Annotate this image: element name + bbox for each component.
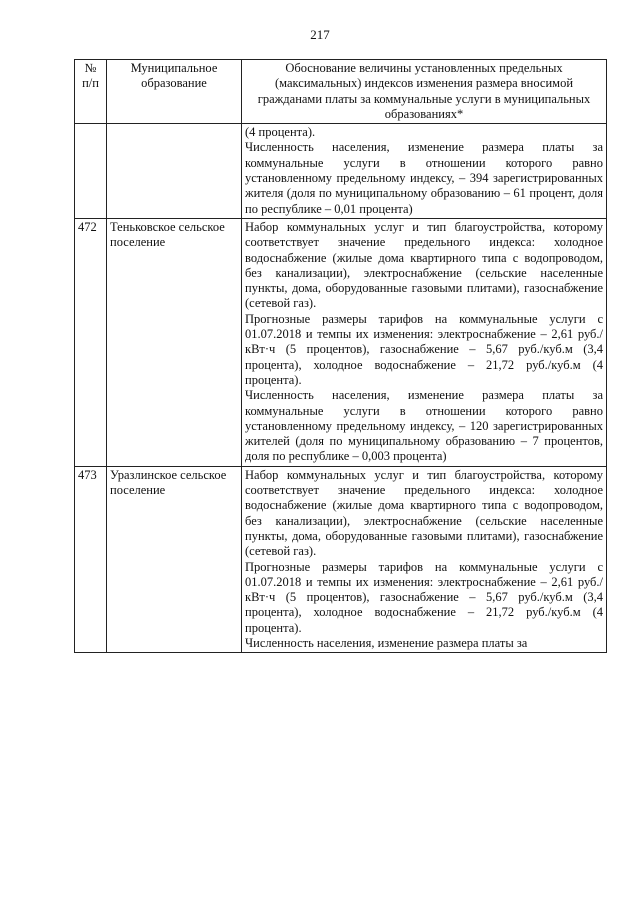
basis-paragraph: Численность населения, изменение размера платы за коммунальные услуги в отношении которого равно установленному предельному индексу, – 120 зарегистрированных жителей (доля по муниципальному образованию – 7 процентов, доля по республике – 0,003 процента) [245,388,603,464]
row-number: 472 [75,218,107,466]
basis-paragraph: Прогнозные размеры тарифов на коммунальные услуги с 01.07.2018 и темпы их изменения: электроснабжение – 2,61 руб./кВт·ч (5 процентов), газоснабжение – 5,67 руб./куб.м (3,4 процента), холодное водоснабжение – 21,72 руб./куб.м (4 процента). [245,311,603,387]
continuation-line: (4 процента). [245,125,316,140]
continuation-municipality [107,124,242,219]
basis-paragraph: Набор коммунальных услуг и тип благоустройства, которому соответствует значение предельного индекса: холодное водоснабжение (жилые дома квартирного типа с водопроводом, без канализации), электроснабжение (сельские населенные пункты, дома, оборудованные газовыми плитами), газоснабжение (сетевой газ). [245,467,603,559]
row-number: 473 [75,466,107,653]
table-row [75,466,607,653]
continuation-line: Численность населения, изменение размера платы за коммунальные услуги в отношении которого равно установленному предельному индексу, – 394 зарегистрированных жителя (доля по муниципальному образованию – 61 процент, доля по республике – 0,01 процента) [245,140,603,216]
header-municipality: Муниципальное образование [107,60,242,124]
continuation-row [75,124,607,219]
continuation-num [75,124,107,219]
basis-paragraph: Численность населения, изменение размера платы за [245,635,528,650]
continuation-basis [242,124,607,219]
page-number: 217 [310,27,330,42]
header-num: № п/п [75,60,107,124]
indices-table [74,59,607,653]
table-row [75,218,607,466]
row-municipality: Теньковское сельское поселение [107,218,242,466]
row-basis [242,218,607,466]
row-basis [242,466,607,653]
header-basis: Обоснование величины установленных предельных (максимальных) индексов изменения размера вносимой гражданами платы за коммунальные услуги в муниципальных образованиях* [242,60,607,124]
basis-paragraph: Набор коммунальных услуг и тип благоустройства, которому соответствует значение предельного индекса: холодное водоснабжение (жилые дома квартирного типа с водопроводом, без канализации), электроснабжение (сельские населенные пункты, дома, оборудованные газовыми плитами), газоснабжение (сетевой газ). [245,219,603,311]
row-municipality: Уразлинское сельское поселение [107,466,242,653]
basis-paragraph: Прогнозные размеры тарифов на коммунальные услуги с 01.07.2018 и темпы их изменения: электроснабжение – 2,61 руб./кВт·ч (5 процентов), газоснабжение – 5,67 руб./куб.м (3,4 процента), холодное водоснабжение – 21,72 руб./куб.м (4 процента). [245,559,603,635]
table-header-row [75,60,607,124]
